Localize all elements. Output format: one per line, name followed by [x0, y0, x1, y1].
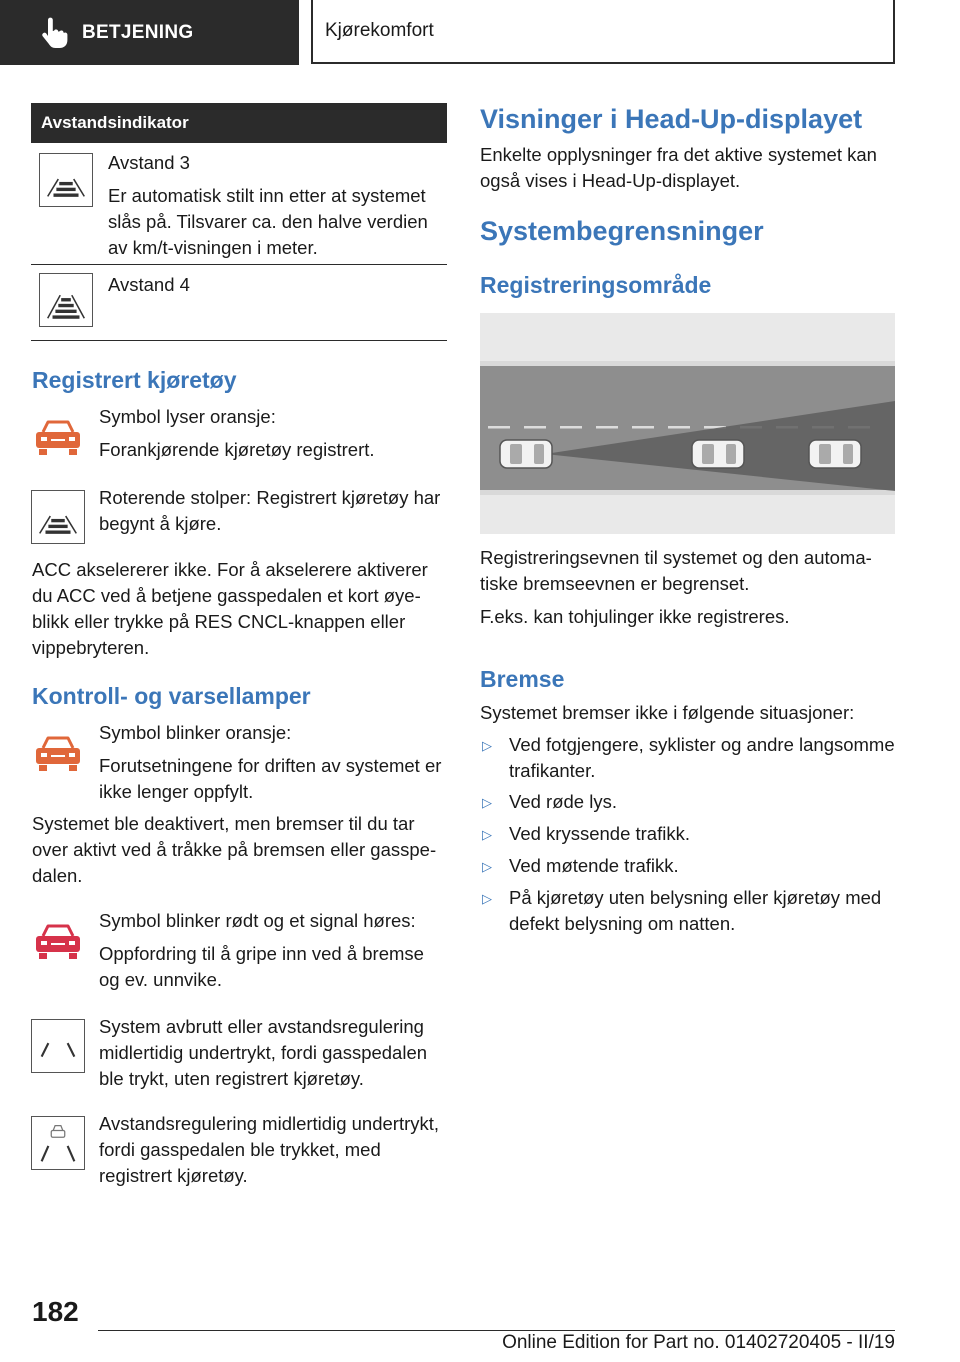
- car-icon-rear: [500, 440, 552, 468]
- bullet-triangle-icon: ▷: [482, 891, 492, 906]
- table-divider: [31, 264, 447, 265]
- brake-heading: Bremse: [480, 666, 565, 692]
- list-item-text: Ved møtende trafikk.: [509, 855, 679, 876]
- lane-lines-icon: [31, 1019, 85, 1073]
- range-paragraph: [480, 545, 895, 630]
- car-orange-blinking-icon: [31, 726, 85, 780]
- distance-4-icon: [39, 273, 93, 327]
- registered-item: [99, 404, 444, 463]
- warning-item: [99, 1111, 444, 1189]
- footer-edition: Online Edition for Part no. 01402720405 - II/19: [502, 1332, 895, 1353]
- paragraph-text: F.eks. kan tohjulinger ikke registreres.: [480, 606, 790, 627]
- car-icon-middle: [692, 440, 744, 468]
- warning-item: [99, 720, 444, 805]
- registered-item-line: Forankjørende kjøretøy registrert.: [99, 439, 375, 460]
- hand-pointer-icon: [36, 16, 70, 50]
- registered-heading: Registrert kjøretøy: [32, 367, 237, 393]
- bullet-triangle-icon: ▷: [482, 795, 492, 810]
- hud-paragraph: [480, 142, 895, 194]
- range-heading: Registreringsområde: [480, 272, 712, 298]
- car-icon-front: [809, 440, 861, 468]
- bullet-triangle-icon: ▷: [482, 859, 492, 874]
- table-row: [108, 272, 443, 298]
- table-header: Avstandsindikator: [31, 103, 447, 143]
- car-red-blinking-icon: [31, 914, 85, 968]
- registered-item-line: Symbol lyser oransje:: [99, 406, 276, 427]
- warning-item-line: Avstandsregulering midlertidig undertrykt, fordi gasspedalen ble trykket, med registrert kjøretøy.: [99, 1113, 440, 1186]
- section-tab: [0, 0, 299, 65]
- list-item-text: På kjøretøy uten belysning eller kjøretøy med defekt belysning om natten.: [509, 887, 882, 934]
- paragraph-text: ACC akselererer ikke. For å akselerere aktiverer du ACC ved å betjene gasspedalen et kort øyeblikk eller trykke på RES CNCL-knappen eller vippebryteren.: [32, 559, 428, 658]
- list-item: [480, 853, 895, 879]
- warning-item: [99, 908, 444, 993]
- list-item: [480, 732, 895, 784]
- warning-item-line: Symbol blinker oransje:: [99, 722, 292, 743]
- hud-heading: Visninger i Head-Up-displayet: [480, 104, 863, 134]
- row-title: Avstand 3: [108, 152, 190, 173]
- paragraph-text: Registreringsevnen til systemet og den automatiske bremseevnen er begrenset.: [480, 547, 872, 594]
- distance-3-icon: [39, 153, 93, 207]
- list-item-text: Ved fotgjengere, syklister og andre langsomme trafikanter.: [509, 734, 895, 781]
- page-number: 182: [32, 1296, 79, 1327]
- bullet-triangle-icon: ▷: [482, 738, 492, 753]
- warning-item: [99, 1014, 444, 1092]
- row-desc: Er automatisk stilt inn etter at systemet slås på. Tilsvarer ca. den halve verdien av km/t-visningen i meter.: [108, 185, 428, 258]
- paragraph-text: Systemet bremser ikke i følgende situasjoner:: [480, 702, 855, 723]
- limits-heading: Systembegrensninger: [480, 216, 764, 246]
- warning-item-line: System avbrutt eller avstandsregulering midlertidig undertrykt, fordi gasspedalen ble trykt, uten registrert kjøretøy.: [99, 1016, 428, 1089]
- rotating-bars-icon: [31, 490, 85, 544]
- table-divider: [31, 340, 447, 341]
- list-item: [480, 789, 895, 815]
- warning-item-line: Forutsetningene for driften av systemet er ikke lenger oppfylt.: [99, 755, 442, 802]
- chapter-title: Kjørekomfort: [325, 20, 434, 41]
- warning-item-line: Oppfordring til å gripe inn ved å bremse og ev. unnvike.: [99, 943, 424, 990]
- warning-item-line: Symbol blinker rødt og et signal høres:: [99, 910, 416, 931]
- paragraph-text: Systemet ble deaktivert, men bremser til du tar over aktivt ved å tråkke på bremsen eller gasspedalen.: [32, 813, 437, 886]
- list-item-text: Ved røde lys.: [509, 791, 617, 812]
- registered-item-line: Roterende stolper: Registrert kjøretøy har begynt å kjøre.: [99, 487, 441, 534]
- lane-lines-car-icon: [31, 1116, 85, 1170]
- chapter-tab: [311, 0, 895, 64]
- table-row: [108, 150, 443, 261]
- row-title: Avstand 4: [108, 274, 190, 295]
- paragraph-text: Enkelte opplysninger fra det aktive systemet kan også vises i Head-Up-displayet.: [480, 144, 877, 191]
- section-label: BETJENING: [82, 21, 194, 43]
- registered-item: [99, 485, 444, 537]
- list-item: [480, 885, 895, 937]
- warning-paragraph: [32, 811, 446, 889]
- footer-divider: [98, 1330, 895, 1331]
- list-item-text: Ved kryssende trafikk.: [509, 823, 690, 844]
- registered-paragraph: [32, 557, 446, 661]
- car-orange-icon: [31, 410, 85, 464]
- bullet-triangle-icon: ▷: [482, 827, 492, 842]
- list-item: [480, 821, 895, 847]
- brake-intro: [480, 700, 895, 726]
- detection-range-figure: [480, 313, 895, 534]
- warning-heading: Kontroll- og varsellamper: [32, 683, 311, 709]
